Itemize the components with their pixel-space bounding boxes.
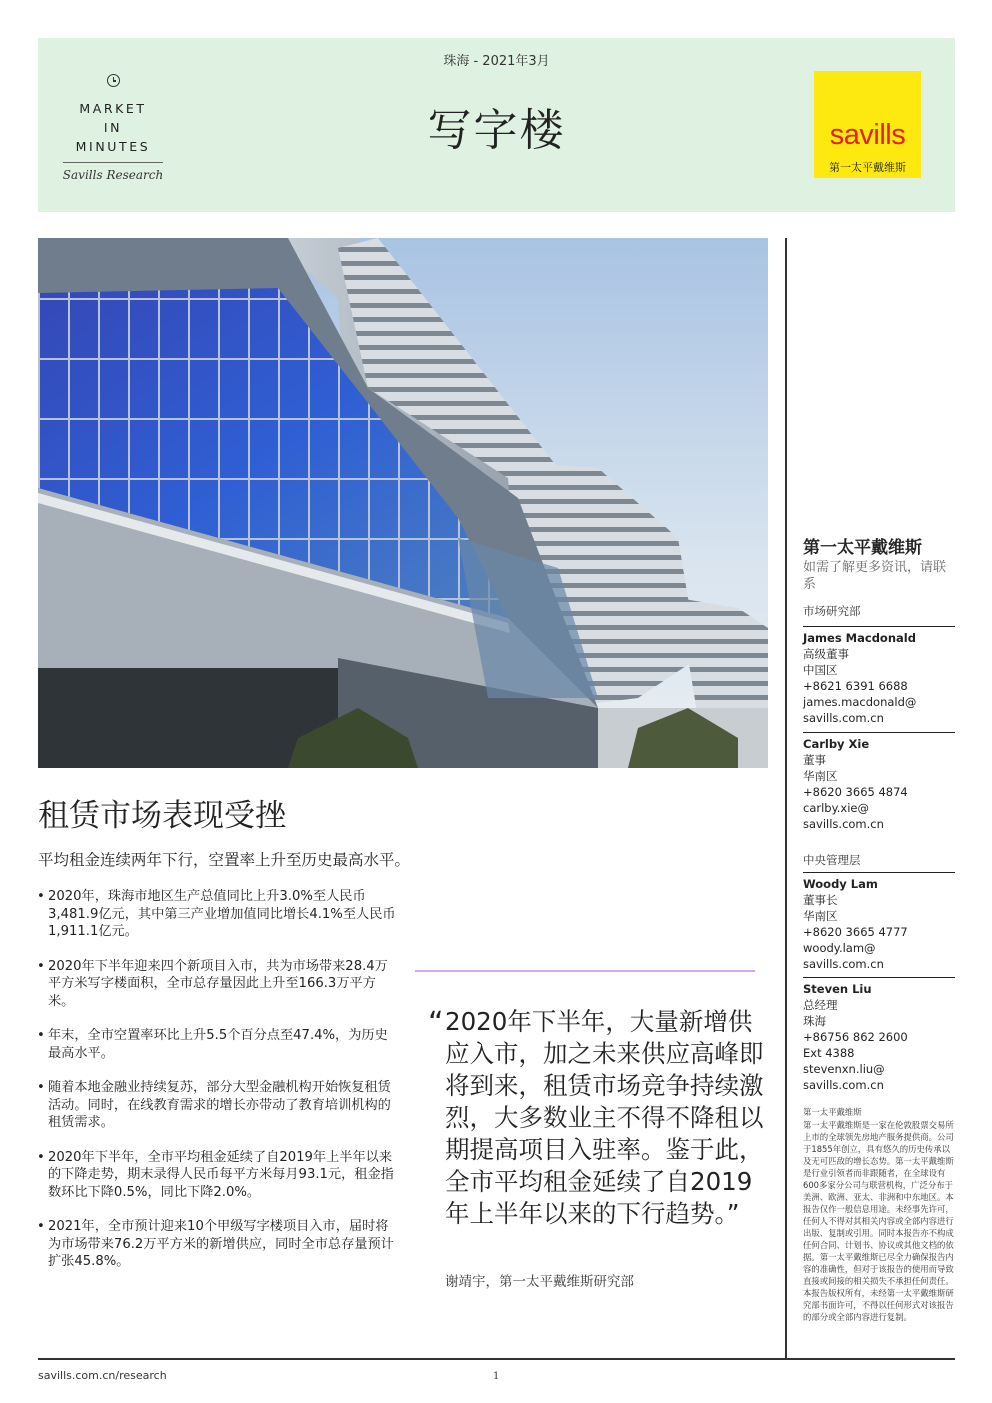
contact-role: 高级董事 xyxy=(803,647,849,661)
contact-email-domain[interactable]: savills.com.cn xyxy=(803,957,884,971)
contact-name: James Macdonald xyxy=(803,631,916,645)
contact-region: 华南区 xyxy=(803,769,838,783)
contact-region: 华南区 xyxy=(803,909,838,923)
brand-line: IN xyxy=(103,120,123,135)
brand-line: MINUTES xyxy=(75,139,151,154)
contact-card xyxy=(803,977,955,1093)
column-divider xyxy=(785,238,787,1358)
office-building-photo xyxy=(38,238,768,768)
contact-email[interactable]: woody.lam@ xyxy=(803,941,876,955)
contact-name: Carlby Xie xyxy=(803,737,870,751)
location-date: 珠海 - 2021年3月 xyxy=(443,54,550,69)
disclaimer xyxy=(803,1106,955,1323)
contact-extension: Ext 4388 xyxy=(803,1046,855,1060)
contact-region: 珠海 xyxy=(803,1014,826,1028)
contact-name: Steven Liu xyxy=(803,982,872,996)
article-lead: 平均租金连续两年下行，空置率上升至历史最高水平。 xyxy=(38,851,411,869)
logo-chinese-name: 第一太平戴维斯 xyxy=(829,161,906,174)
sidebar-contact-prompt: 如需了解更多资讯，请联系 xyxy=(803,560,947,592)
clock-icon xyxy=(107,74,120,87)
logo-wordmark: savills xyxy=(829,119,906,151)
quote-open-mark: “ xyxy=(428,1006,444,1041)
list-item: • 2020年，珠海市地区生产总值同比上升3.0%至人民币3,481.9亿元，其中第三产业增加值同比增长4.1%至人民币1,911.1亿元。 xyxy=(38,888,398,941)
contact-group-label: 中央管理层 xyxy=(803,853,861,867)
contact-email[interactable]: stevenxn.liu@ xyxy=(803,1062,885,1076)
pull-quote: 2020年下半年，大量新增供应入市，加之未来供应高峰即将到来，租赁市场竞争持续激烈，大多数业主不得不降租以期提高项目入驻率。鉴于此，全市平均租金延续了自2019年上半年以来的下行趋势。” xyxy=(445,1007,764,1228)
disclaimer-text: 第一太平戴维斯是一家在伦敦股票交易所上市的全球领先房地产服务提供商。公司于1855年创立，具有悠久的历史传承以及无可匹敌的增长态势。第一太平戴维斯是行业引领者而非跟随者，在全球设有600多家分公司与联营机构，广泛分布于美洲、欧洲、亚太、非洲和中东地区。本报告仅作一般信息用途。未经事先许可，任何人不得对其相关内容或全部内容进行出版、复制或引用。同时本报告亦不构成任何合同、计划书、协议或其他文档的依据。第一太平戴维斯已尽全力确保报告内容的准确性，但对于该报告的使用而导致直接或间接的相关损失不承担任何责任。本报告版权所有，未经第一太平戴维斯研究部书面许可，不得以任何形式对该报告的部分或全部内容进行复制。 xyxy=(803,1120,954,1322)
list-item: • 2021年，全市预计迎来10个甲级写字楼项目入市，届时将为市场带来76.2万平方米的新增供应，同时全市总存量预计扩张45.8%。 xyxy=(38,1218,398,1271)
contact-role: 董事长 xyxy=(803,893,838,907)
contact-email[interactable]: james.macdonald@ xyxy=(803,695,917,709)
brand-line: MARKET xyxy=(79,101,147,116)
brand-subtitle: Savills Research xyxy=(63,162,163,182)
quote-divider xyxy=(415,970,755,972)
list-item: • 年末，全市空置率环比上升5.5个百分点至47.4%，为历史最高水平。 xyxy=(38,1027,398,1062)
disclaimer-title: 第一太平戴维斯 xyxy=(803,1107,862,1117)
sidebar-title: 第一太平戴维斯 xyxy=(803,538,922,558)
list-item: • 2020年下半年迎来四个新项目入市，共为市场带来28.4万平方米写字楼面积，全市总存量因此上升至166.3万平方米。 xyxy=(38,958,398,1011)
list-item: • 2020年下半年，全市平均租金延续了自2019年上半年以来的下降走势，期末录得人民币每平方米每月93.1元，租金指数环比下降0.5%，同比下降2.0%。 xyxy=(38,1149,398,1202)
contact-role: 董事 xyxy=(803,753,826,767)
contact-card xyxy=(803,872,955,972)
list-item: • 随着本地金融业持续复苏，部分大型金融机构开始恢复租赁活动。同时，在线教育需求的增长亦带动了教育培训机构的租赁需求。 xyxy=(38,1079,398,1132)
contact-role: 总经理 xyxy=(803,998,838,1012)
contact-email-domain[interactable]: savills.com.cn xyxy=(803,711,884,725)
page-number: 1 xyxy=(493,1371,500,1382)
savills-logo xyxy=(814,71,921,178)
footer-divider xyxy=(38,1358,955,1360)
footer-url[interactable]: savills.com.cn/research xyxy=(38,1369,167,1382)
contact-card xyxy=(803,626,955,726)
contact-region: 中国区 xyxy=(803,663,838,677)
page-title: 写字楼 xyxy=(427,105,566,156)
contact-card xyxy=(803,732,955,832)
contact-name: Woody Lam xyxy=(803,877,878,891)
article-heading: 租赁市场表现受挫 xyxy=(38,798,286,834)
quote-author: 谢靖宇，第一太平戴维斯研究部 xyxy=(445,1274,634,1290)
contact-phone: +8620 3665 4777 xyxy=(803,925,908,939)
key-points-list xyxy=(38,888,398,1288)
contact-group-label: 市场研究部 xyxy=(803,604,861,618)
contact-email[interactable]: carlby.xie@ xyxy=(803,801,869,815)
contact-phone: +8621 6391 6688 xyxy=(803,679,908,693)
contact-phone: +8620 3665 4874 xyxy=(803,785,908,799)
masthead xyxy=(38,38,955,212)
contact-email-domain[interactable]: savills.com.cn xyxy=(803,1078,884,1092)
contact-email-domain[interactable]: savills.com.cn xyxy=(803,817,884,831)
contact-phone: +86756 862 2600 xyxy=(803,1030,908,1044)
